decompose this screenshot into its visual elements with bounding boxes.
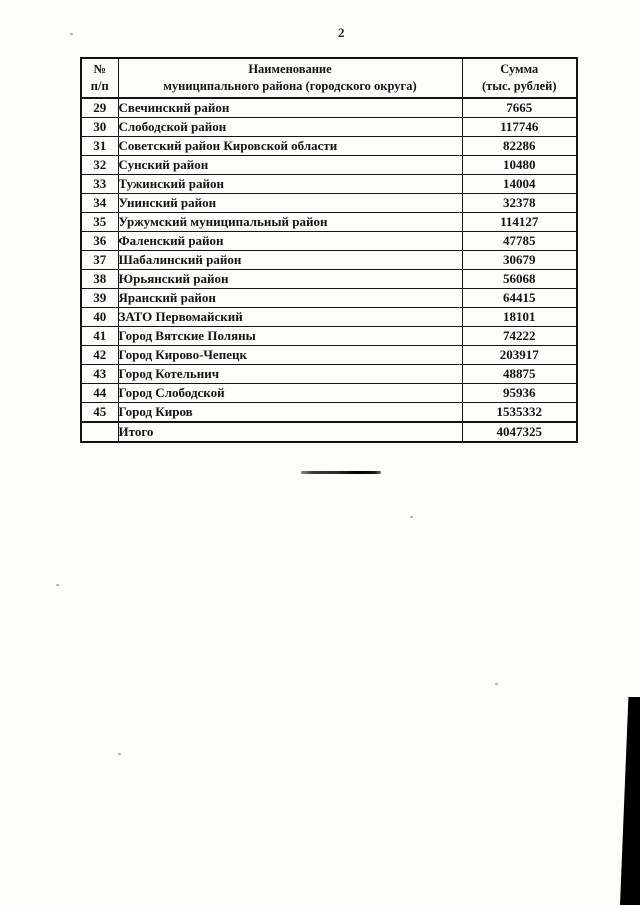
row-sum-cell: 48875 [462, 365, 577, 384]
scan-artifact-line [301, 471, 381, 474]
table-row [81, 384, 577, 403]
row-name-cell: Унинский район [118, 194, 462, 213]
table-row [81, 327, 577, 346]
row-number-cell: 41 [81, 327, 118, 346]
row-sum-cell: 7665 [462, 98, 577, 118]
row-name-cell: Город Киров [118, 403, 462, 423]
allocations-table [80, 57, 578, 443]
header-sum [462, 58, 577, 98]
row-sum-cell: 117746 [462, 118, 577, 137]
table-row [81, 213, 577, 232]
row-sum-cell: 64415 [462, 289, 577, 308]
table-row [81, 98, 577, 118]
row-number-cell: 38 [81, 270, 118, 289]
row-number-cell: 30 [81, 118, 118, 137]
row-number-cell: 34 [81, 194, 118, 213]
table-row [81, 403, 577, 423]
page-number: 2 [338, 25, 345, 40]
scan-noise-speck [56, 584, 59, 586]
row-sum-cell: 18101 [462, 308, 577, 327]
scan-noise-speck [410, 516, 413, 518]
table-row [81, 270, 577, 289]
row-name-cell: Шабалинский район [118, 251, 462, 270]
row-name-cell: Тужинский район [118, 175, 462, 194]
row-name-cell: Город Кирово-Чепецк [118, 346, 462, 365]
row-sum-cell: 56068 [462, 270, 577, 289]
total-row [81, 422, 577, 442]
row-name-cell: Юрьянский район [118, 270, 462, 289]
row-sum-cell: 47785 [462, 232, 577, 251]
row-sum-cell: 203917 [462, 346, 577, 365]
row-name-cell: Советский район Кировской области [118, 137, 462, 156]
row-number-cell: 31 [81, 137, 118, 156]
row-name-cell: Город Котельнич [118, 365, 462, 384]
scan-noise-speck [118, 753, 121, 755]
header-sum-line2: (тыс. рублей) [481, 79, 557, 93]
header-num-line2: п/п [90, 79, 109, 93]
table-row [81, 365, 577, 384]
total-sum-cell: 4047325 [462, 422, 577, 442]
row-sum-cell: 14004 [462, 175, 577, 194]
header-num-line1: № [93, 62, 107, 76]
row-name-cell: Город Вятские Поляны [118, 327, 462, 346]
row-name-cell: Слободской район [118, 118, 462, 137]
table-row [81, 289, 577, 308]
row-sum-cell: 114127 [462, 213, 577, 232]
row-number-cell: 42 [81, 346, 118, 365]
row-number-cell: 33 [81, 175, 118, 194]
row-name-cell: Свечинский район [118, 98, 462, 118]
row-number-cell: 32 [81, 156, 118, 175]
row-sum-cell: 10480 [462, 156, 577, 175]
row-number-cell: 39 [81, 289, 118, 308]
row-sum-cell: 95936 [462, 384, 577, 403]
table-row [81, 137, 577, 156]
row-name-cell: Яранский район [118, 289, 462, 308]
table-row [81, 251, 577, 270]
table-body [81, 98, 577, 422]
row-number-cell: 29 [81, 98, 118, 118]
row-number-cell: 36 [81, 232, 118, 251]
row-sum-cell: 1535332 [462, 403, 577, 423]
row-name-cell: Город Слободской [118, 384, 462, 403]
table-row [81, 346, 577, 365]
total-num-cell [81, 422, 118, 442]
table-row [81, 156, 577, 175]
table-row [81, 175, 577, 194]
header-name-line2: муниципального района (городского округа) [163, 79, 417, 93]
row-number-cell: 35 [81, 213, 118, 232]
table-row [81, 194, 577, 213]
table-header [81, 58, 577, 98]
table-row [81, 118, 577, 137]
scan-noise-speck [495, 683, 498, 685]
row-sum-cell: 74222 [462, 327, 577, 346]
row-sum-cell: 30679 [462, 251, 577, 270]
header-row [81, 58, 577, 98]
table-footer [81, 422, 577, 442]
row-name-cell: Уржумский муниципальный район [118, 213, 462, 232]
row-number-cell: 37 [81, 251, 118, 270]
scan-artifact-bar [620, 697, 640, 905]
total-label-cell: Итого [118, 422, 462, 442]
header-name [118, 58, 462, 98]
row-number-cell: 44 [81, 384, 118, 403]
row-number-cell: 45 [81, 403, 118, 423]
scan-noise-speck [70, 33, 73, 35]
row-number-cell: 40 [81, 308, 118, 327]
table-row [81, 308, 577, 327]
row-number-cell: 43 [81, 365, 118, 384]
header-sum-line1: Сумма [500, 62, 539, 76]
row-name-cell: ЗАТО Первомайский [118, 308, 462, 327]
header-name-line1: Наименование [248, 62, 332, 76]
header-num [81, 58, 118, 98]
row-name-cell: Сунский район [118, 156, 462, 175]
row-name-cell: Фаленский район [118, 232, 462, 251]
table-row [81, 232, 577, 251]
row-sum-cell: 32378 [462, 194, 577, 213]
row-sum-cell: 82286 [462, 137, 577, 156]
